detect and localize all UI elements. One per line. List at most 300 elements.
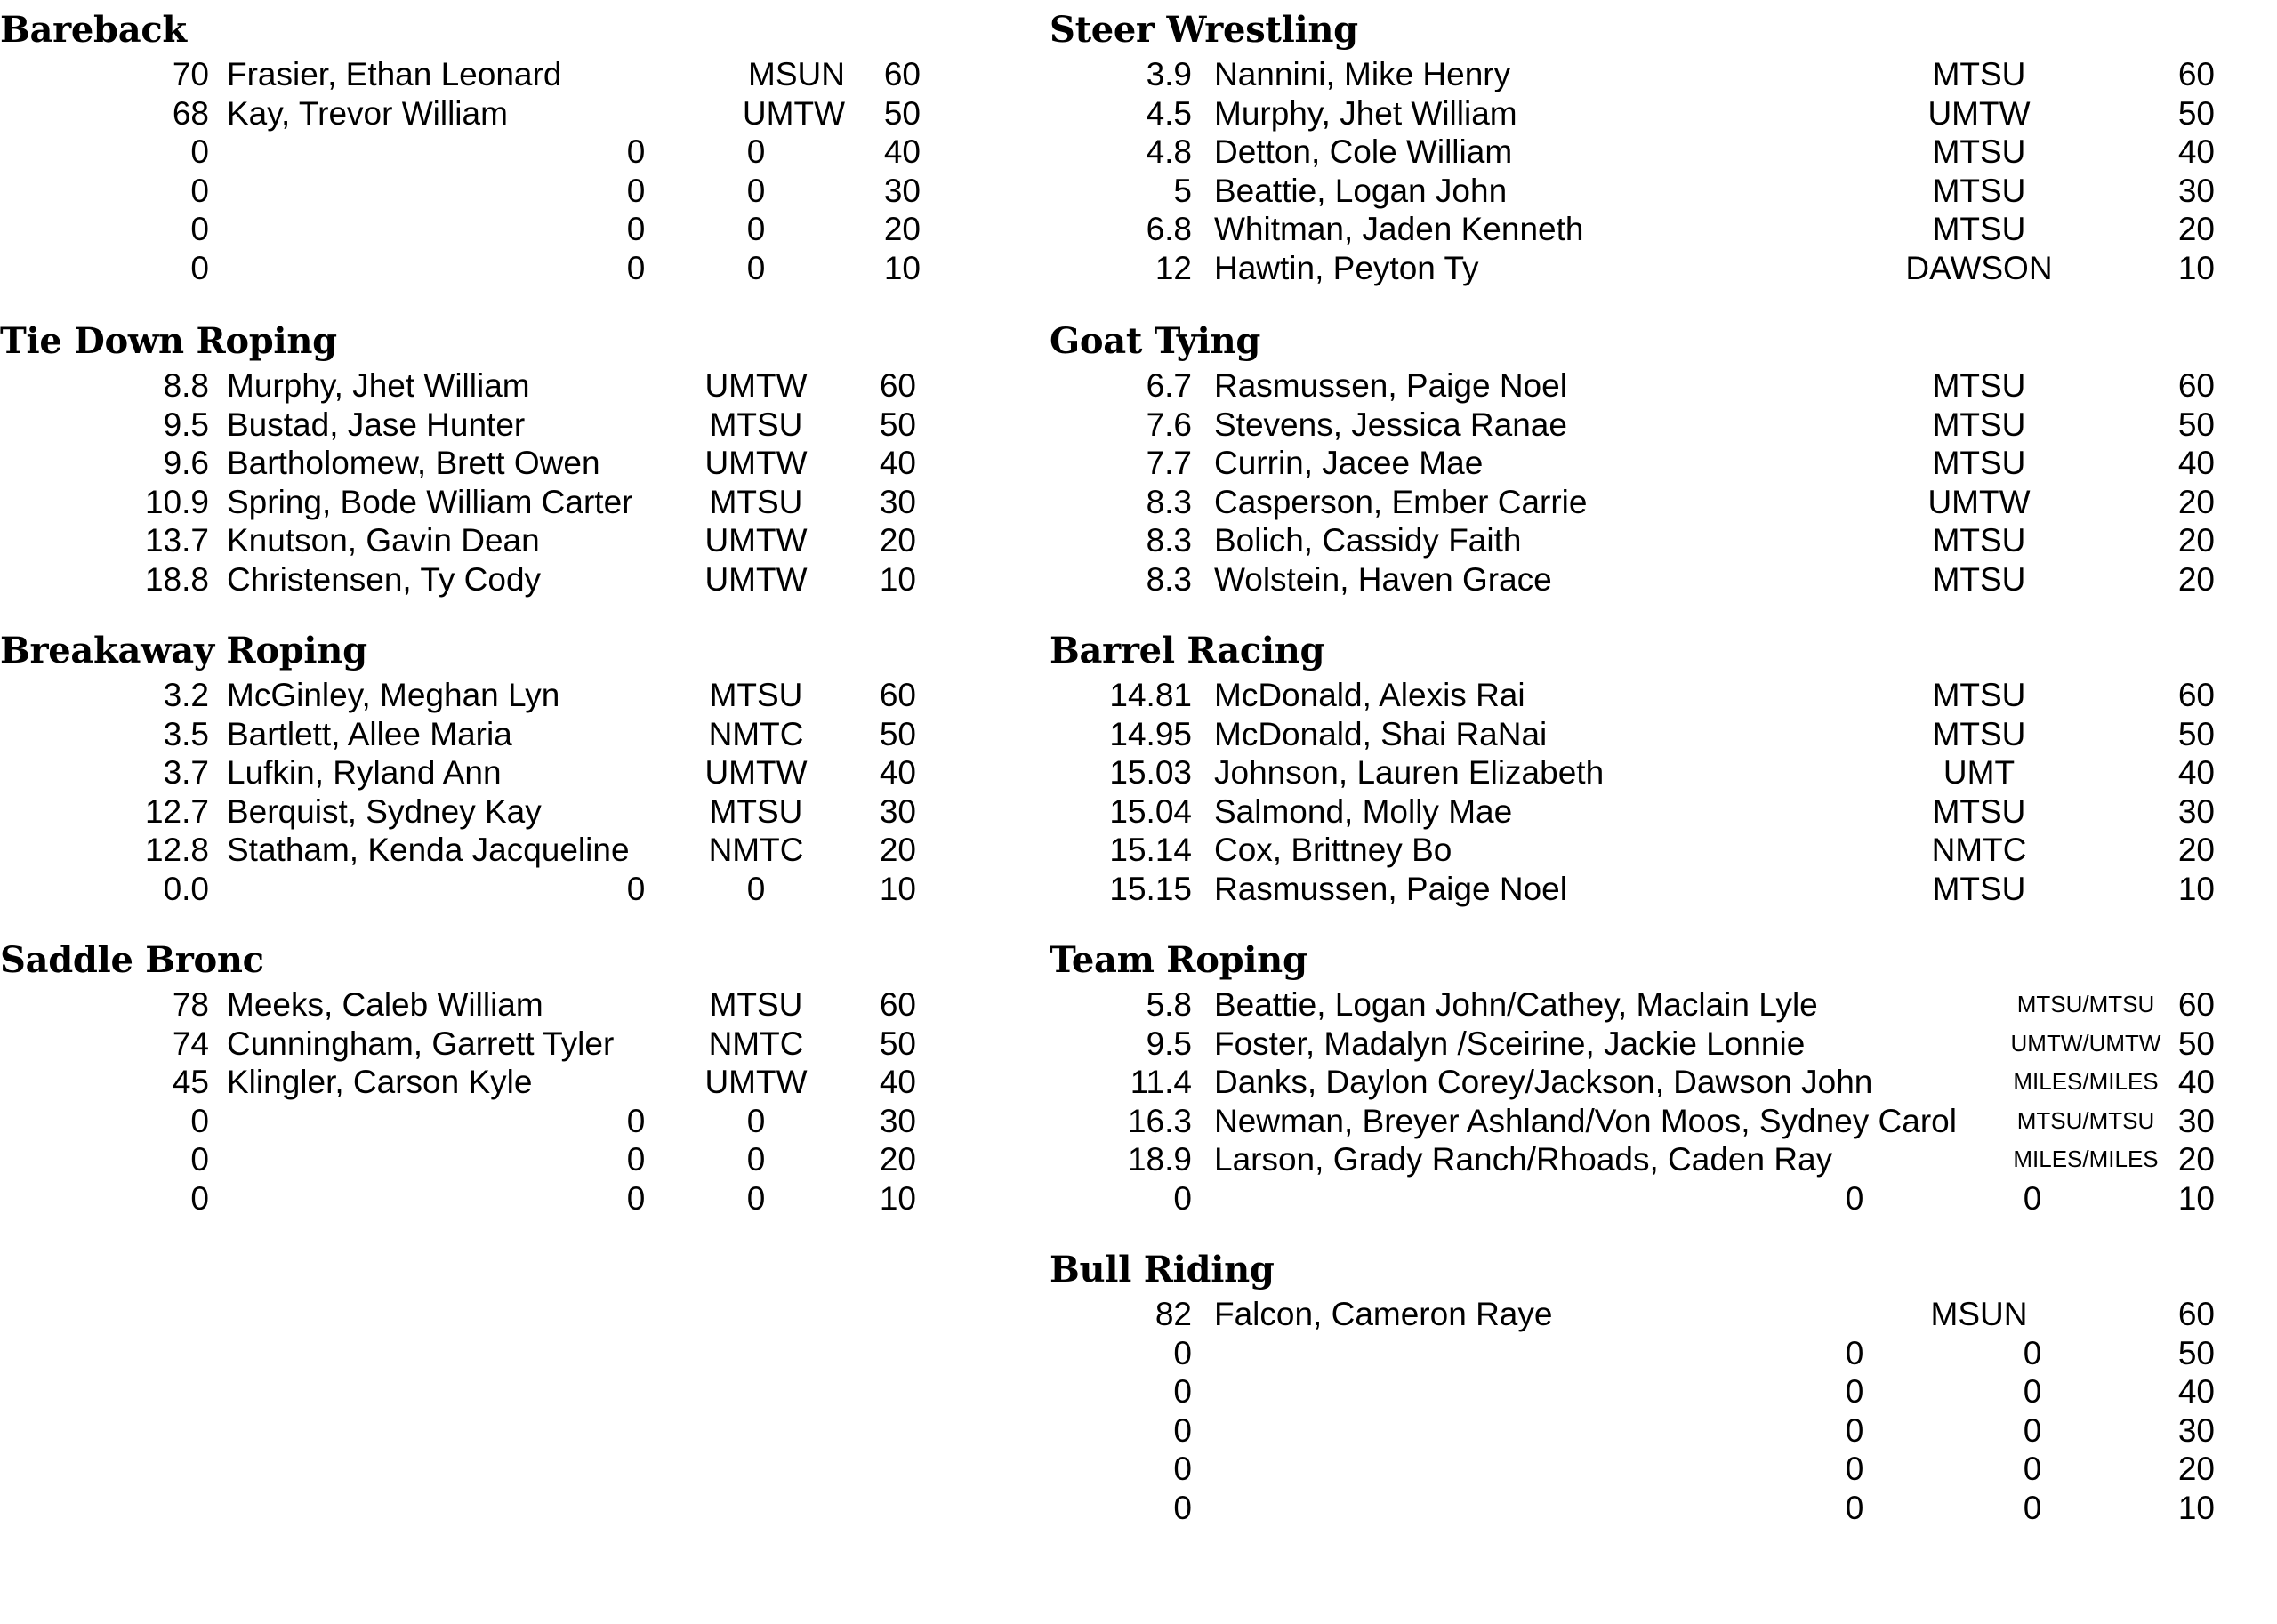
event-title: Bull Riding bbox=[1050, 1249, 1275, 1290]
empty-slot-zero: 0 bbox=[1845, 1179, 1864, 1217]
contestant-name bbox=[1214, 1450, 1890, 1489]
empty-slot-zero: 0 bbox=[1845, 1489, 1864, 1526]
contestant-name: Klingler, Carson Kyle bbox=[227, 1064, 533, 1100]
team-code: MTSU bbox=[709, 792, 803, 830]
team-code: UMTW bbox=[1927, 483, 2031, 520]
result-row bbox=[0, 94, 921, 133]
result-row bbox=[1050, 753, 2215, 792]
result-score: 0 bbox=[190, 1141, 209, 1178]
result-score: 0 bbox=[190, 211, 209, 247]
event-title: Barrel Racing bbox=[1050, 630, 1325, 671]
result-score: 8.3 bbox=[1146, 483, 1192, 520]
result-row bbox=[1050, 133, 2215, 172]
result-row bbox=[0, 1025, 916, 1064]
result-score: 15.15 bbox=[1109, 870, 1192, 907]
result-score: 7.6 bbox=[1146, 406, 1192, 443]
result-row bbox=[0, 715, 916, 754]
result-row bbox=[0, 676, 916, 715]
points-awarded: 20 bbox=[879, 522, 916, 559]
result-row bbox=[0, 1102, 916, 1141]
event-block bbox=[0, 9, 921, 287]
result-score: 9.6 bbox=[163, 445, 209, 481]
result-row bbox=[1050, 1489, 2215, 1528]
result-row bbox=[0, 831, 916, 870]
empty-slot-zero: 0 bbox=[2023, 1451, 2042, 1487]
team-code: MTSU bbox=[709, 406, 803, 443]
result-score: 0 bbox=[1173, 1179, 1192, 1217]
result-row bbox=[0, 133, 921, 172]
empty-slot-zero: 0 bbox=[626, 172, 646, 209]
empty-slot-zero: 0 bbox=[746, 1179, 766, 1217]
team-code: UMTW bbox=[704, 445, 808, 481]
result-score: 4.5 bbox=[1146, 94, 1192, 132]
empty-slot-zero: 0 bbox=[626, 211, 646, 247]
results-rows bbox=[0, 366, 916, 599]
results-rows bbox=[0, 55, 921, 287]
event-block bbox=[1050, 630, 2215, 908]
team-code: MILES/MILES bbox=[2013, 1146, 2159, 1172]
result-score: 3.7 bbox=[163, 754, 209, 791]
result-score: 3.2 bbox=[163, 677, 209, 713]
empty-slot-zero: 0 bbox=[746, 249, 766, 286]
points-awarded: 60 bbox=[2177, 986, 2215, 1023]
result-score: 7.7 bbox=[1146, 445, 1192, 481]
result-score: 78 bbox=[172, 986, 209, 1023]
empty-slot-zero: 0 bbox=[1845, 1411, 1864, 1449]
team-code: MTSU/MTSU bbox=[2016, 1106, 2155, 1134]
points-awarded: 10 bbox=[2177, 1179, 2215, 1217]
team-code: MTSU/MTSU bbox=[2016, 991, 2155, 1017]
points-awarded: 30 bbox=[879, 792, 916, 830]
results-rows bbox=[1050, 55, 2215, 287]
empty-slot-zero: 0 bbox=[626, 133, 646, 170]
points-awarded: 50 bbox=[2177, 94, 2215, 132]
contestant-name: Currin, Jacee Mae bbox=[1214, 445, 1484, 481]
points-awarded: 20 bbox=[2177, 560, 2215, 598]
points-awarded: 20 bbox=[2177, 522, 2215, 559]
empty-slot-zero: 0 bbox=[746, 870, 766, 907]
empty-slot-zero: 0 bbox=[626, 1141, 646, 1178]
points-awarded: 20 bbox=[879, 1141, 916, 1178]
team-code: UMTW bbox=[1927, 94, 2031, 132]
result-row bbox=[1050, 1140, 2215, 1179]
result-score: 15.03 bbox=[1109, 754, 1192, 791]
contestant-name bbox=[1214, 1372, 1890, 1411]
event-block bbox=[1050, 9, 2215, 287]
result-score: 3.9 bbox=[1146, 56, 1192, 92]
result-score: 68 bbox=[172, 94, 209, 132]
team-code: MTSU bbox=[1932, 445, 2026, 481]
points-awarded: 20 bbox=[2177, 483, 2215, 520]
points-awarded: 40 bbox=[2177, 1064, 2215, 1100]
results-rows bbox=[1050, 366, 2215, 599]
event-block bbox=[1050, 320, 2215, 599]
team-code: MSUN bbox=[748, 56, 845, 92]
result-score: 16.3 bbox=[1127, 1102, 1192, 1139]
contestant-name: Cunningham, Garrett Tyler bbox=[227, 1025, 615, 1062]
points-awarded: 50 bbox=[879, 1025, 916, 1062]
team-code: MTSU bbox=[1932, 522, 2026, 559]
contestant-name: Frasier, Ethan Leonard bbox=[227, 56, 562, 92]
empty-slot-zero: 0 bbox=[746, 1141, 766, 1178]
result-row bbox=[1050, 1450, 2215, 1489]
empty-slot-zero: 0 bbox=[1845, 1451, 1864, 1487]
contestant-name: Nannini, Mike Henry bbox=[1214, 56, 1511, 92]
result-score: 74 bbox=[172, 1025, 209, 1062]
team-code: UMTW bbox=[704, 1064, 808, 1100]
team-code: MTSU bbox=[1932, 211, 2026, 247]
result-row bbox=[1050, 985, 2215, 1025]
points-awarded: 30 bbox=[879, 483, 916, 520]
contestant-name: Foster, Madalyn /Sceirine, Jackie Lonnie bbox=[1214, 1025, 1806, 1062]
empty-slot-zero: 0 bbox=[746, 1102, 766, 1139]
empty-slot-zero: 0 bbox=[1845, 1334, 1864, 1371]
empty-slot-zero: 0 bbox=[746, 211, 766, 247]
empty-slot-zero: 0 bbox=[626, 1179, 646, 1217]
contestant-name: Murphy, Jhet William bbox=[227, 367, 530, 404]
points-awarded: 50 bbox=[2177, 715, 2215, 752]
team-code: MTSU bbox=[1932, 560, 2026, 598]
results-rows bbox=[1050, 1295, 2215, 1527]
result-score: 13.7 bbox=[144, 522, 209, 559]
result-score: 3.5 bbox=[163, 715, 209, 752]
result-score: 8.3 bbox=[1146, 560, 1192, 598]
result-score: 8.8 bbox=[163, 367, 209, 404]
event-title: Goat Tying bbox=[1050, 320, 1261, 362]
team-code: UMTW bbox=[704, 367, 808, 404]
team-code: MTSU bbox=[1932, 677, 2026, 713]
points-awarded: 20 bbox=[883, 211, 921, 247]
team-code: MTSU bbox=[1932, 406, 2026, 443]
result-score: 15.14 bbox=[1109, 832, 1192, 868]
points-awarded: 30 bbox=[2177, 792, 2215, 830]
contestant-name: Knutson, Gavin Dean bbox=[227, 522, 540, 559]
contestant-name: Whitman, Jaden Kenneth bbox=[1214, 211, 1584, 247]
result-row bbox=[1050, 1025, 2215, 1064]
result-row bbox=[1050, 444, 2215, 483]
empty-slot-zero: 0 bbox=[626, 249, 646, 286]
points-awarded: 40 bbox=[879, 754, 916, 791]
points-awarded: 20 bbox=[2177, 211, 2215, 247]
result-score: 9.5 bbox=[1146, 1025, 1192, 1062]
points-awarded: 60 bbox=[2177, 56, 2215, 92]
results-rows bbox=[1050, 985, 2215, 1218]
result-score: 0 bbox=[1173, 1334, 1192, 1371]
event-block bbox=[1050, 1249, 2215, 1527]
points-awarded: 60 bbox=[883, 56, 921, 92]
contestant-name: Newman, Breyer Ashland/Von Moos, Sydney Carol bbox=[1214, 1102, 1957, 1139]
points-awarded: 20 bbox=[2177, 1451, 2215, 1487]
result-row bbox=[0, 366, 916, 406]
team-code: MTSU bbox=[1932, 715, 2026, 752]
result-row bbox=[0, 444, 916, 483]
result-row bbox=[1050, 1063, 2215, 1102]
team-code: UMTW bbox=[704, 522, 808, 559]
event-title: Breakaway Roping bbox=[0, 630, 367, 671]
points-awarded: 60 bbox=[879, 367, 916, 404]
points-awarded: 20 bbox=[2177, 832, 2215, 868]
points-awarded: 60 bbox=[2177, 1296, 2215, 1332]
empty-slot-zero: 0 bbox=[626, 870, 646, 907]
result-row bbox=[1050, 676, 2215, 715]
result-row bbox=[0, 249, 921, 288]
empty-slot-zero: 0 bbox=[2023, 1373, 2042, 1410]
points-awarded: 30 bbox=[883, 172, 921, 209]
team-code: NMTC bbox=[708, 715, 804, 752]
event-block bbox=[0, 320, 916, 599]
contestant-name: Stevens, Jessica Ranae bbox=[1214, 406, 1567, 443]
result-score: 12 bbox=[1155, 249, 1192, 286]
result-score: 9.5 bbox=[163, 406, 209, 443]
team-code: MTSU bbox=[1932, 792, 2026, 830]
result-score: 0 bbox=[1173, 1489, 1192, 1526]
points-awarded: 10 bbox=[879, 1179, 916, 1217]
contestant-name: Murphy, Jhet William bbox=[1214, 94, 1517, 132]
result-score: 0 bbox=[190, 1179, 209, 1217]
result-row bbox=[1050, 792, 2215, 832]
result-score: 0 bbox=[190, 172, 209, 209]
contestant-name: Falcon, Cameron Raye bbox=[1214, 1296, 1553, 1332]
team-code: UMT bbox=[1943, 754, 2016, 791]
points-awarded: 30 bbox=[879, 1102, 916, 1139]
contestant-name: Statham, Kenda Jacqueline bbox=[227, 832, 630, 868]
contestant-name: Hawtin, Peyton Ty bbox=[1214, 249, 1479, 286]
points-awarded: 40 bbox=[2177, 1373, 2215, 1410]
team-code: NMTC bbox=[708, 832, 804, 868]
contestant-name: Bustad, Jase Hunter bbox=[227, 406, 526, 443]
contestant-name: Detton, Cole William bbox=[1214, 133, 1513, 170]
event-title: Tie Down Roping bbox=[0, 320, 337, 362]
points-awarded: 60 bbox=[2177, 367, 2215, 404]
points-awarded: 40 bbox=[2177, 754, 2215, 791]
result-score: 5 bbox=[1173, 172, 1192, 209]
result-row bbox=[1050, 560, 2215, 599]
result-score: 18.8 bbox=[144, 560, 209, 598]
points-awarded: 40 bbox=[2177, 133, 2215, 170]
team-code: MSUN bbox=[1930, 1296, 2028, 1332]
result-score: 6.8 bbox=[1146, 211, 1192, 247]
points-awarded: 10 bbox=[879, 560, 916, 598]
result-score: 70 bbox=[172, 56, 209, 92]
contestant-name bbox=[1214, 1489, 1890, 1528]
result-row bbox=[1050, 55, 2215, 94]
contestant-name: Bolich, Cassidy Faith bbox=[1214, 522, 1522, 559]
points-awarded: 50 bbox=[2177, 1334, 2215, 1371]
points-awarded: 50 bbox=[879, 715, 916, 752]
result-row bbox=[1050, 249, 2215, 288]
result-score: 45 bbox=[172, 1064, 209, 1100]
points-awarded: 20 bbox=[2177, 1141, 2215, 1178]
points-awarded: 60 bbox=[2177, 677, 2215, 713]
team-code: MTSU bbox=[709, 483, 803, 520]
result-row bbox=[1050, 172, 2215, 211]
result-score: 0 bbox=[1173, 1373, 1192, 1410]
points-awarded: 40 bbox=[879, 1064, 916, 1100]
points-awarded: 50 bbox=[879, 406, 916, 443]
result-row bbox=[1050, 1372, 2215, 1411]
result-score: 12.8 bbox=[144, 832, 209, 868]
team-code: MTSU bbox=[709, 677, 803, 713]
result-score: 14.95 bbox=[1109, 715, 1192, 752]
points-awarded: 10 bbox=[883, 249, 921, 286]
contestant-name: Spring, Bode William Carter bbox=[227, 483, 633, 520]
result-score: 15.04 bbox=[1109, 792, 1192, 830]
result-score: 11.4 bbox=[1130, 1064, 1192, 1100]
contestant-name: Bartlett, Allee Maria bbox=[227, 715, 512, 752]
team-code: NMTC bbox=[1931, 832, 2027, 868]
result-row bbox=[1050, 1179, 2215, 1218]
result-row bbox=[0, 210, 921, 249]
result-row bbox=[1050, 94, 2215, 133]
team-code: MILES/MILES bbox=[2013, 1068, 2159, 1095]
result-score: 0 bbox=[1173, 1451, 1192, 1487]
contestant-name: Danks, Daylon Corey/Jackson, Dawson John bbox=[1214, 1064, 1873, 1100]
team-code: UMTW bbox=[704, 754, 808, 791]
event-block bbox=[1050, 939, 2215, 1218]
result-score: 0.0 bbox=[163, 870, 209, 907]
contestant-name: Rasmussen, Paige Noel bbox=[1214, 870, 1567, 907]
results-rows bbox=[1050, 676, 2215, 908]
empty-slot-zero: 0 bbox=[2023, 1334, 2042, 1371]
result-row bbox=[0, 483, 916, 522]
contestant-name: Rasmussen, Paige Noel bbox=[1214, 367, 1567, 404]
result-row bbox=[0, 753, 916, 792]
contestant-name: McDonald, Alexis Rai bbox=[1214, 677, 1525, 713]
contestant-name: Beattie, Logan John bbox=[1214, 172, 1508, 209]
result-row bbox=[0, 985, 916, 1025]
result-row bbox=[0, 521, 916, 560]
contestant-name: Kay, Trevor William bbox=[227, 94, 508, 132]
contestant-name: Christensen, Ty Cody bbox=[227, 560, 542, 598]
result-row bbox=[1050, 1102, 2215, 1141]
result-row bbox=[1050, 406, 2215, 445]
points-awarded: 60 bbox=[879, 986, 916, 1023]
result-row bbox=[0, 792, 916, 832]
team-code: MTSU bbox=[1932, 56, 2026, 92]
result-row bbox=[0, 55, 921, 94]
result-score: 14.81 bbox=[1109, 677, 1192, 713]
team-code: DAWSON bbox=[1905, 249, 2053, 286]
result-row bbox=[0, 172, 921, 211]
result-score: 0 bbox=[190, 249, 209, 286]
result-score: 82 bbox=[1155, 1296, 1192, 1332]
empty-slot-zero: 0 bbox=[2023, 1411, 2042, 1449]
empty-slot-zero: 0 bbox=[1845, 1373, 1864, 1410]
result-score: 0 bbox=[1173, 1411, 1192, 1449]
result-row bbox=[1050, 366, 2215, 406]
points-awarded: 40 bbox=[883, 133, 921, 170]
result-score: 6.7 bbox=[1146, 367, 1192, 404]
result-row bbox=[1050, 1295, 2215, 1334]
empty-slot-zero: 0 bbox=[746, 172, 766, 209]
contestant-name: Salmond, Molly Mae bbox=[1214, 792, 1513, 830]
team-code: MTSU bbox=[1932, 870, 2026, 907]
empty-slot-zero: 0 bbox=[2023, 1489, 2042, 1526]
contestant-name: Johnson, Lauren Elizabeth bbox=[1214, 754, 1605, 791]
contestant-name: Berquist, Sydney Kay bbox=[227, 792, 542, 830]
contestant-name bbox=[1214, 1411, 1890, 1451]
result-row bbox=[0, 406, 916, 445]
team-code: MTSU bbox=[1932, 367, 2026, 404]
team-code: UMTW bbox=[742, 94, 845, 132]
contestant-name: Meeks, Caleb William bbox=[227, 986, 543, 1023]
contestant-name: Casperson, Ember Carrie bbox=[1214, 483, 1588, 520]
result-row bbox=[1050, 483, 2215, 522]
empty-slot-zero: 0 bbox=[746, 133, 766, 170]
points-awarded: 50 bbox=[883, 94, 921, 132]
team-code: MTSU bbox=[1932, 133, 2026, 170]
team-code: UMTW/UMTW bbox=[2010, 1029, 2161, 1057]
result-row bbox=[1050, 521, 2215, 560]
empty-slot-zero: 0 bbox=[2023, 1179, 2042, 1217]
contestant-name: Wolstein, Haven Grace bbox=[1214, 560, 1552, 598]
event-block bbox=[0, 630, 916, 908]
result-row bbox=[1050, 715, 2215, 754]
result-row bbox=[0, 1179, 916, 1218]
contestant-name: McGinley, Meghan Lyn bbox=[227, 677, 560, 713]
event-block bbox=[0, 939, 916, 1218]
result-score: 0 bbox=[190, 133, 209, 170]
points-awarded: 50 bbox=[2177, 1025, 2215, 1062]
event-title: Team Roping bbox=[1050, 939, 1307, 981]
points-awarded: 30 bbox=[2177, 1411, 2215, 1449]
results-rows bbox=[0, 676, 916, 908]
team-code: UMTW bbox=[704, 560, 808, 598]
result-score: 5.8 bbox=[1146, 986, 1192, 1023]
contestant-name: Bartholomew, Brett Owen bbox=[227, 445, 600, 481]
result-row bbox=[1050, 870, 2215, 909]
points-awarded: 10 bbox=[2177, 249, 2215, 286]
result-score: 0 bbox=[190, 1102, 209, 1139]
result-row bbox=[1050, 1411, 2215, 1451]
contestant-name: Lufkin, Ryland Ann bbox=[227, 754, 502, 791]
empty-slot-zero: 0 bbox=[626, 1102, 646, 1139]
contestant-name: Beattie, Logan John/Cathey, Maclain Lyle bbox=[1214, 986, 1818, 1023]
event-title: Bareback bbox=[0, 9, 187, 51]
result-row bbox=[0, 1140, 916, 1179]
result-row bbox=[1050, 210, 2215, 249]
points-awarded: 10 bbox=[879, 870, 916, 907]
event-title: Saddle Bronc bbox=[0, 939, 264, 981]
contestant-name: Cox, Brittney Bo bbox=[1214, 832, 1452, 868]
event-title: Steer Wrestling bbox=[1050, 9, 1358, 51]
points-awarded: 40 bbox=[2177, 445, 2215, 481]
points-awarded: 10 bbox=[2177, 870, 2215, 907]
points-awarded: 60 bbox=[879, 677, 916, 713]
contestant-name: Larson, Grady Ranch/Rhoads, Caden Ray bbox=[1214, 1141, 1833, 1178]
points-awarded: 10 bbox=[2177, 1489, 2215, 1526]
result-score: 10.9 bbox=[144, 483, 209, 520]
result-row bbox=[0, 1063, 916, 1102]
result-score: 18.9 bbox=[1127, 1141, 1192, 1178]
points-awarded: 50 bbox=[2177, 406, 2215, 443]
result-row bbox=[0, 870, 916, 909]
result-row bbox=[1050, 831, 2215, 870]
result-score: 12.7 bbox=[144, 792, 209, 830]
contestant-name bbox=[1214, 1334, 1890, 1373]
points-awarded: 30 bbox=[2177, 1102, 2215, 1139]
result-row bbox=[0, 560, 916, 599]
result-score: 4.8 bbox=[1146, 133, 1192, 170]
team-code: MTSU bbox=[1932, 172, 2026, 209]
points-awarded: 20 bbox=[879, 832, 916, 868]
contestant-name: McDonald, Shai RaNai bbox=[1214, 715, 1548, 752]
points-awarded: 40 bbox=[879, 445, 916, 481]
result-row bbox=[1050, 1334, 2215, 1373]
team-code: MTSU bbox=[709, 986, 803, 1023]
result-score: 8.3 bbox=[1146, 522, 1192, 559]
points-awarded: 30 bbox=[2177, 172, 2215, 209]
